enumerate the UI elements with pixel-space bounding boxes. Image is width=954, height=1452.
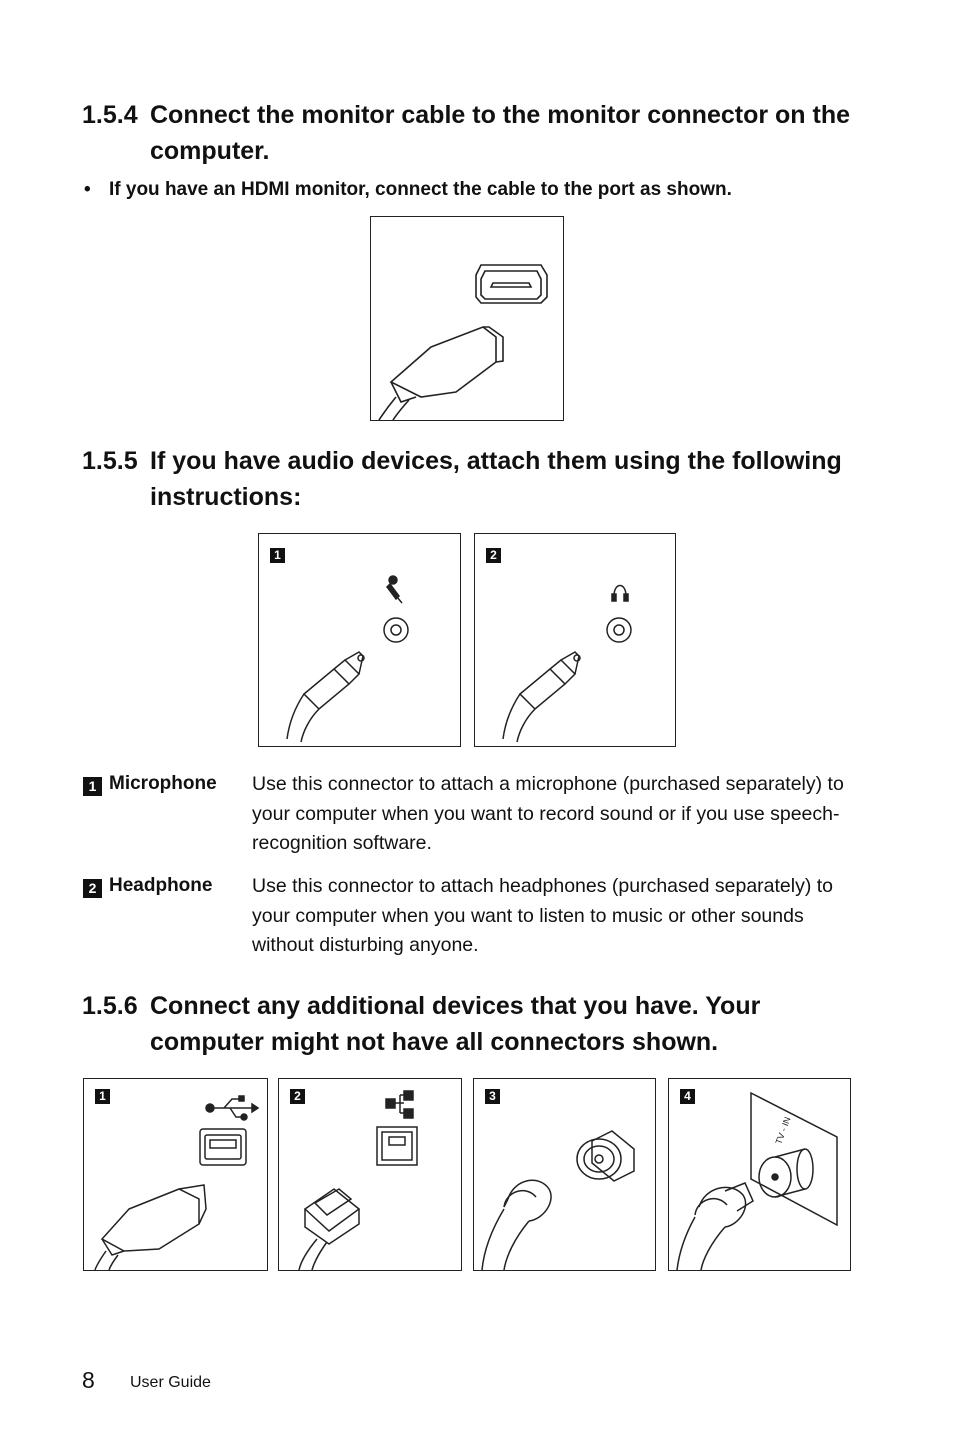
tv-panel <box>751 1093 837 1225</box>
usb-plug <box>95 1185 206 1270</box>
section-number: 1.5.4 <box>82 101 138 129</box>
term-badge: 1 <box>83 777 102 796</box>
term-label: Microphone <box>109 773 217 794</box>
audio-jack-port <box>384 618 408 642</box>
usb-icon <box>206 1096 258 1120</box>
section-number: 1.5.5 <box>82 447 138 475</box>
coax-plug <box>482 1180 551 1270</box>
tv-in-plug <box>677 1183 753 1270</box>
figure-badge: 2 <box>290 1089 305 1104</box>
section-heading-1-5-6 <box>82 988 862 1060</box>
section-heading-1-5-4 <box>82 97 862 169</box>
footer-label: User Guide <box>130 1374 211 1391</box>
ethernet-plug <box>299 1189 359 1270</box>
section-title: If you have audio devices, attach them using the following instructions: <box>150 447 842 511</box>
figure-badge: 2 <box>486 548 501 563</box>
tv-in-illustration <box>668 1078 851 1271</box>
network-icon <box>386 1091 413 1118</box>
bullet-text: If you have an HDMI monitor, connect the cable to the port as shown. <box>109 179 732 200</box>
coax-port <box>577 1131 634 1181</box>
tv-in-port <box>759 1149 813 1197</box>
ethernet-illustration <box>278 1078 462 1271</box>
headphone-illustration <box>474 533 676 747</box>
hdmi-connector-icon <box>371 217 563 420</box>
audio-plug <box>287 652 364 742</box>
headphone-icon <box>612 586 628 602</box>
bullet-dot: • <box>84 179 91 200</box>
usb-illustration <box>83 1078 268 1271</box>
audio-jack-port <box>607 618 631 642</box>
connector-term-microphone <box>83 773 217 796</box>
audio-plug <box>503 652 580 742</box>
connector-term-headphone <box>83 875 212 898</box>
section-title: Connect any additional devices that you have. Your computer might not have all connectors shown. <box>150 992 761 1056</box>
coax-illustration <box>473 1078 656 1271</box>
usb-port <box>200 1129 246 1165</box>
page-number: 8 <box>82 1367 95 1393</box>
tv-in-label: TV - IN <box>773 1115 793 1146</box>
hdmi-illustration <box>370 216 564 421</box>
connector-desc-microphone: Use this connector to attach a microphone (purchased separately) to your computer when you want to record sound or if you use speech-recognition software. <box>252 773 844 854</box>
section-title: Connect the monitor cable to the monitor connector on the computer. <box>150 101 851 165</box>
figure-badge: 4 <box>680 1089 695 1104</box>
term-badge: 2 <box>83 879 102 898</box>
microphone-icon <box>387 576 402 603</box>
section-number: 1.5.6 <box>82 992 138 1020</box>
figure-badge: 1 <box>95 1089 110 1104</box>
section-heading-1-5-5 <box>82 443 862 515</box>
term-label: Headphone <box>109 875 213 896</box>
connector-desc-headphone: Use this connector to attach headphones (purchased separately) to your computer when you want to listen to music or other sounds without disturbing anyone. <box>252 875 834 956</box>
ethernet-port <box>377 1127 417 1165</box>
figure-badge: 1 <box>270 548 285 563</box>
microphone-illustration <box>258 533 461 747</box>
figure-badge: 3 <box>485 1089 500 1104</box>
